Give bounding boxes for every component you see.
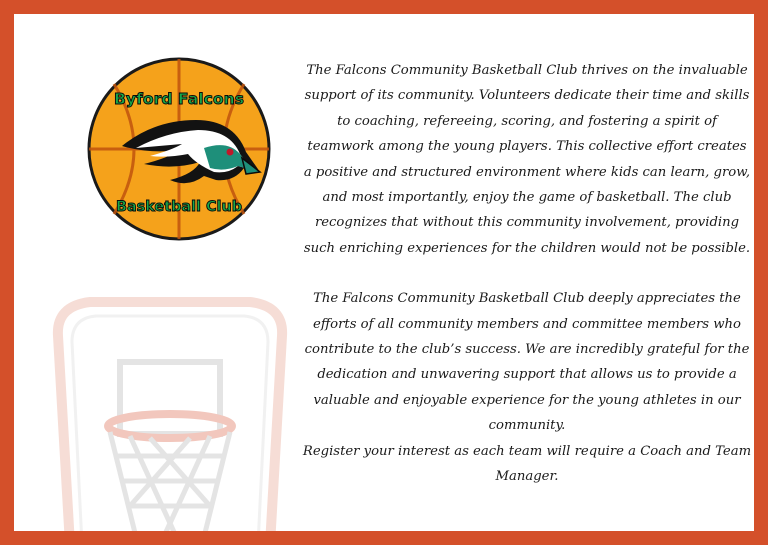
paragraph-community-support: The Falcons Community Basketball Club thrives on the invaluable support of its community. Volunteers dedicate their time and skills to coaching, refereeing, scoring, and fostering a spirit of teamwork among the young players. This collective effort creates a positive and structured environment where kids can learn, grow, and most importantly, enjoy the game of basketball. The club recognizes that without this community involvement, providing such enriching experiences for the children would not be possible.	[303, 63, 751, 256]
paragraph-register-interest: Register your interest as each team will require a Coach and Team Manager.	[302, 443, 752, 485]
basketball-hoop-illustration	[30, 276, 310, 545]
club-logo	[84, 54, 274, 244]
body-text	[302, 58, 752, 490]
paragraph-appreciation: The Falcons Community Basketball Club deeply appreciates the efforts of all community members and committee members who contribute to the club’s success. We are incredibly grateful for the dedication and unwavering support that allows us to provide a valuable and enjoyable experience for the young athletes in our community.	[304, 291, 750, 434]
backboard-inner	[72, 316, 268, 545]
paragraph-spacer	[302, 261, 752, 286]
logo-top-text: Byford Falcons	[114, 90, 245, 108]
logo-bottom-text: Basketball Club	[116, 199, 242, 215]
